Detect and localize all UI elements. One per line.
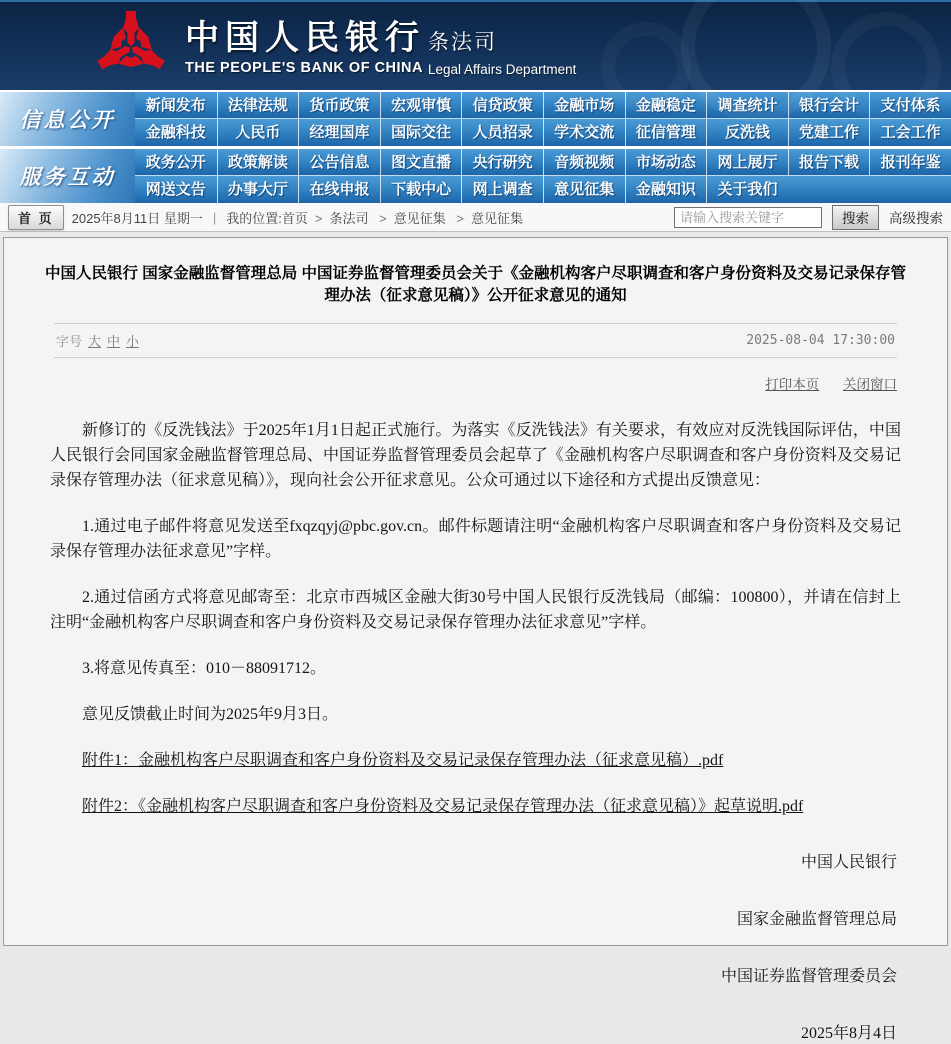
breadcrumb-separator: >	[379, 210, 387, 226]
article-title: 中国人民银行 国家金融监督管理总局 中国证券监督管理委员会关于《金融机构客户尽职调查和客户身份资料及交易记录保存管理办法（征求意见稿）》公开征求意见的通知	[44, 265, 907, 304]
nav-menu-item[interactable]: 报告下载	[788, 149, 870, 176]
advanced-search-link[interactable]: 高级搜索	[889, 211, 943, 226]
department-name-chinese: 条法司	[428, 31, 497, 54]
nav-menu-item[interactable]: 公告信息	[298, 149, 380, 176]
department-title	[428, 26, 576, 77]
font-size-option[interactable]: 中	[107, 334, 121, 349]
article-meta-row	[54, 323, 897, 358]
publish-datetime: 2025-08-04 17:30:00	[746, 333, 895, 348]
nav-menu-item[interactable]: 关于我们	[706, 176, 788, 203]
font-size-label: 字号	[56, 334, 83, 349]
breadcrumb-item[interactable]: 意见征集	[393, 210, 446, 226]
nav-menu-item[interactable]: 下载中心	[380, 176, 462, 203]
nav-menu-item[interactable]: 央行研究	[461, 149, 543, 176]
nav-menu-item[interactable]: 经理国库	[298, 119, 380, 146]
main-navigation	[0, 90, 951, 203]
nav-menu-item[interactable]: 党建工作	[788, 119, 870, 146]
nav-menu-item[interactable]: 意见征集	[543, 176, 625, 203]
toolbar-divider: |	[212, 209, 217, 225]
nav-category-information[interactable]: 信息公开	[0, 92, 135, 146]
article-paragraph: 新修订的《反洗钱法》于2025年1月1日起正式施行。为落实《反洗钱法》有关要求，有效应对反洗钱国际评估，中国人民银行会同国家金融监督管理总局、中国证券监督管理委员会起草了《金融机构客户尽职调查和客户身份资料及交易记录保存管理办法（征求意见稿）》，现向社会公开征求意见。公众可通过以下途径和方式提出反馈意见：	[50, 422, 901, 489]
signature-block	[50, 853, 901, 987]
breadcrumb	[308, 208, 523, 227]
nav-menu-item[interactable]: 政务公开	[145, 153, 206, 171]
print-page-link[interactable]: 打印本页	[765, 377, 820, 392]
breadcrumb-toolbar	[0, 203, 951, 232]
nav-menu-item[interactable]: 货币政策	[298, 92, 380, 119]
nav-block-services	[0, 149, 951, 203]
search-button[interactable]: 搜索	[832, 205, 879, 230]
nav-menu-item[interactable]: 网上调查	[461, 176, 543, 203]
bank-name-english: THE PEOPLE'S BANK OF CHINA	[185, 59, 423, 76]
nav-menu-item[interactable]: 市场动态	[625, 149, 707, 176]
article-paragraph: 意见反馈截止时间为2025年9月3日。	[82, 706, 339, 723]
signature-line: 国家金融监督管理总局	[736, 911, 897, 928]
content-area	[0, 232, 951, 1042]
nav-menu-item[interactable]: 征信管理	[625, 119, 707, 146]
nav-menu-item[interactable]: 支付体系	[869, 92, 951, 119]
nav-menu-item[interactable]: 网送文告	[145, 181, 206, 198]
breadcrumb-location-label: 我的位置:首页	[226, 210, 308, 226]
nav-menu-item[interactable]: 国际交往	[380, 119, 462, 146]
article-paragraph: 1.通过电子邮件将意见发送至fxqzqyj@pbc.gov.cn。邮件标题请注明“金融机构客户尽职调查和客户身份资料及交易记录保存管理办法征求意见”字样。	[50, 518, 901, 560]
breadcrumb-item[interactable]: 意见征集	[470, 210, 523, 226]
nav-menu-item[interactable]: 工会工作	[869, 119, 951, 146]
nav-menu-item[interactable]: 音频视频	[543, 149, 625, 176]
department-name-english: Legal Affairs Department	[428, 62, 577, 77]
nav-menu-item[interactable]: 金融市场	[543, 92, 625, 119]
nav-menu-item[interactable]: 图文直播	[380, 149, 462, 176]
nav-menu-item[interactable]: 信贷政策	[461, 92, 543, 119]
attachment-list	[50, 748, 901, 819]
attachment-link[interactable]: 附件2：《金融机构客户尽职调查和客户身份资料及交易记录保存管理办法（征求意见稿）》起草说明.pdf	[82, 798, 804, 815]
signature-date-block	[50, 1024, 901, 1044]
bank-name-chinese: 中国人民银行	[185, 17, 425, 58]
nav-menu-item[interactable]: 政策解读	[217, 149, 299, 176]
coin-pattern-decoration	[601, 22, 691, 112]
breadcrumb-separator: >	[456, 210, 464, 226]
nav-menu-item[interactable]: 新闻发布	[145, 96, 206, 114]
nav-menu-item[interactable]: 调查统计	[706, 92, 788, 119]
article-paragraphs	[50, 418, 901, 727]
search-input[interactable]	[674, 207, 822, 228]
nav-menu-item[interactable]: 宏观审慎	[380, 92, 462, 119]
attachment-row	[50, 748, 901, 773]
nav-row	[135, 92, 951, 119]
nav-menu-item[interactable]: 人民币	[217, 119, 299, 146]
article-paragraph: 2.通过信函方式将意见邮寄至：北京市西城区金融大街30号中国人民银行反洗钱局（邮编：100800），并请在信封上注明“金融机构客户尽职调查和客户身份资料及交易记录保存管理办法征求意见”字样。	[50, 589, 901, 631]
close-window-link[interactable]: 关闭窗口	[843, 377, 897, 392]
nav-menu-item[interactable]: 金融知识	[625, 176, 707, 203]
article-panel	[3, 237, 948, 1042]
pbc-home-link[interactable]	[95, 8, 425, 86]
coin-pattern-decoration	[831, 12, 941, 122]
nav-menu-item[interactable]: 人员招录	[461, 119, 543, 146]
signature-date: 2025年8月4日	[800, 1025, 897, 1042]
nav-menu-item[interactable]: 金融稳定	[625, 92, 707, 119]
font-size-option[interactable]: 小	[126, 334, 140, 349]
article-tools	[54, 373, 897, 393]
font-size-controls	[56, 331, 139, 350]
nav-menu-item[interactable]: 反洗钱	[706, 119, 788, 146]
pbc-logo-icon	[95, 8, 167, 86]
nav-menu-item[interactable]: 报刊年鉴	[869, 149, 951, 176]
nav-row	[135, 149, 951, 176]
home-button[interactable]: 首 页	[8, 205, 64, 230]
breadcrumb-item[interactable]: 条法司	[329, 210, 369, 226]
article-paragraph: 3.将意见传真至：010－88091712。	[82, 660, 327, 677]
nav-menu-item[interactable]: 学术交流	[543, 119, 625, 146]
nav-menu-item[interactable]: 金融科技	[145, 124, 206, 141]
nav-menu-item[interactable]: 法律法规	[217, 92, 299, 119]
current-date: 2025年8月11日 星期一	[71, 210, 203, 226]
nav-menu-item[interactable]: 办事大厅	[217, 176, 299, 203]
nav-row	[135, 119, 951, 146]
nav-row	[135, 176, 951, 203]
site-header	[0, 0, 951, 90]
signature-line: 中国人民银行	[800, 854, 897, 871]
breadcrumb-separator: >	[314, 210, 323, 226]
nav-menu-item[interactable]: 银行会计	[788, 92, 870, 119]
attachment-row	[50, 794, 901, 819]
nav-menu-item[interactable]: 在线申报	[298, 176, 380, 203]
attachment-link[interactable]: 附件1：金融机构客户尽职调查和客户身份资料及交易记录保存管理办法（征求意见稿）.pdf	[82, 752, 724, 769]
nav-menu-item[interactable]: 网上展厅	[706, 149, 788, 176]
signature-line: 中国证券监督管理委员会	[720, 968, 897, 985]
font-size-option[interactable]: 大	[88, 334, 102, 349]
article-body	[4, 393, 947, 1044]
nav-category-services[interactable]: 服务互动	[0, 149, 135, 203]
